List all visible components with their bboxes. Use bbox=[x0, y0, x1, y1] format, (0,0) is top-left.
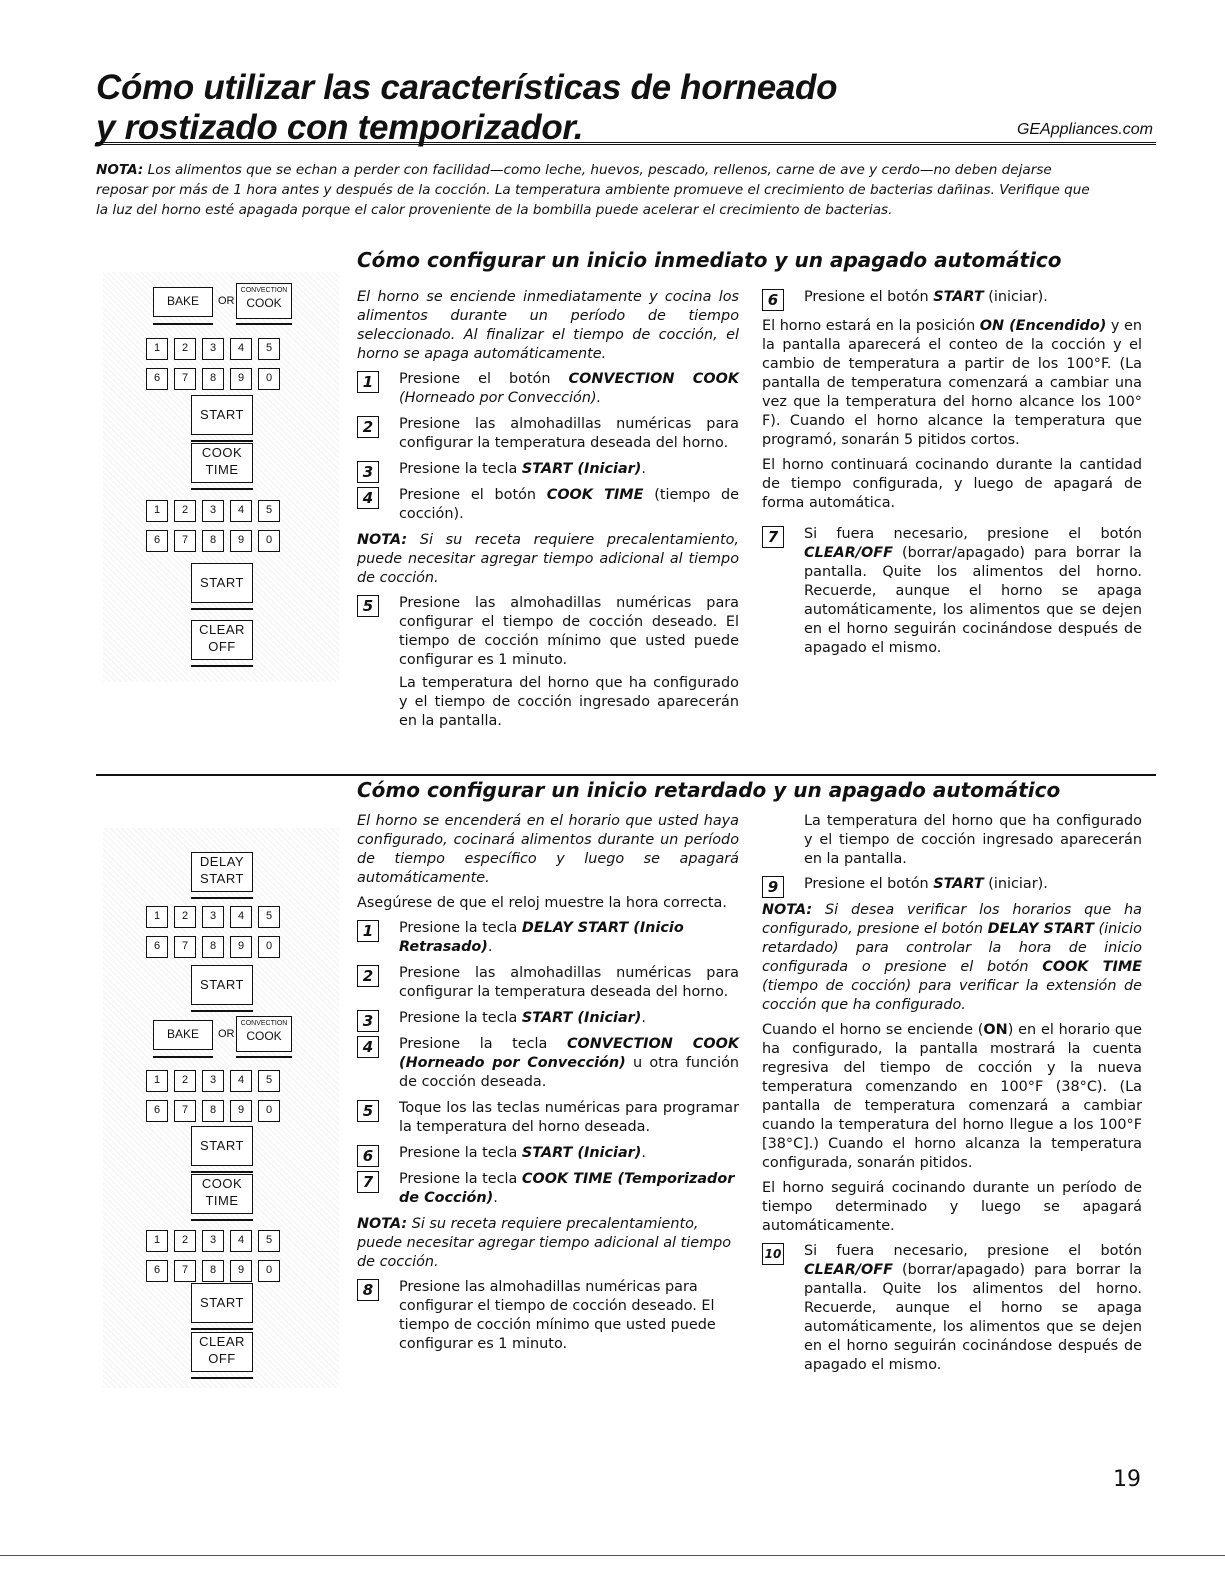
step-number: 5 bbox=[357, 1100, 379, 1122]
number-key-3: 3 bbox=[202, 500, 224, 522]
nota-label: NOTA: bbox=[96, 162, 144, 178]
number-key-6: 6 bbox=[146, 530, 168, 552]
step-number: 10 bbox=[762, 1243, 784, 1265]
key-underline bbox=[191, 897, 253, 899]
convection-cook-key: CONVECTION COOK bbox=[236, 283, 292, 319]
number-key-7: 7 bbox=[174, 1100, 196, 1122]
number-key-1: 1 bbox=[146, 906, 168, 928]
section2-title: Cómo configurar un inicio retardado y un apagado automático bbox=[357, 778, 1061, 802]
clear-off-key: CLEAR OFF bbox=[191, 620, 253, 660]
key-underline bbox=[236, 1056, 292, 1058]
section-divider bbox=[96, 774, 1156, 776]
number-key-7: 7 bbox=[174, 936, 196, 958]
step-number: 6 bbox=[762, 289, 784, 311]
section1-step-6: 6 Presione el botón START (iniciar). bbox=[762, 288, 1142, 307]
number-key-5: 5 bbox=[258, 906, 280, 928]
start-key: START bbox=[191, 1283, 253, 1323]
section1-para-1: El horno estará en la posición ON (Encendido) y en la pantalla aparecerá el conteo de la cocción y el cambio de temperatura a partir de los 100°F. (La pantalla de temperatura comenzará a cambiar una vez que la temperatura del horno alcance los 100° F). Cuando el horno alcance la temperatura que programó, sonarán 5 pitidos cortos. bbox=[762, 318, 1142, 448]
delay-start-key: DELAY START bbox=[191, 852, 253, 892]
step-number: 3 bbox=[357, 1010, 379, 1032]
page-title bbox=[96, 68, 1156, 148]
section2-step-6: 6 Presione la tecla START (Iniciar). bbox=[357, 1144, 739, 1163]
cook-time-key: COOK TIME bbox=[191, 443, 253, 483]
section2-step-3: 3 Presione la tecla START (Iniciar). bbox=[357, 1009, 739, 1028]
number-key-7: 7 bbox=[174, 368, 196, 390]
number-key-8: 8 bbox=[202, 530, 224, 552]
clear-off-key: CLEAR OFF bbox=[191, 1332, 253, 1372]
start-key: START bbox=[191, 395, 253, 435]
number-key-6: 6 bbox=[146, 1100, 168, 1122]
key-underline bbox=[191, 1328, 253, 1330]
section2-step-4: 4 Presione la tecla CONVECTION COOK (Horneado por Convección) u otra función de cocción deseada. bbox=[357, 1035, 739, 1092]
number-key-6: 6 bbox=[146, 1260, 168, 1282]
nota-text: Los alimentos que se echan a perder con facilidad—como leche, huevos, pescado, rellenos, carne de ave y cerdo—no deben dejarse reposar por más de 1 hora antes y después de la cocción. La temperatura ambiente promueve el crecimiento de bacterias dañinas. Verifique que la luz del horno esté apagada porque el calor proveniente de la bombilla puede acelerar el crecimiento de bacterias. bbox=[96, 162, 1090, 218]
step-number: 2 bbox=[357, 416, 379, 438]
key-underline bbox=[191, 440, 253, 442]
key-underline bbox=[191, 665, 253, 667]
number-key-2: 2 bbox=[174, 906, 196, 928]
key-underline bbox=[236, 323, 292, 325]
step-number: 4 bbox=[357, 1036, 379, 1058]
number-key-1: 1 bbox=[146, 500, 168, 522]
step-number: 9 bbox=[762, 876, 784, 898]
number-key-0: 0 bbox=[258, 530, 280, 552]
section1-step-3: 3 Presione la tecla START (Iniciar). bbox=[357, 460, 739, 479]
key-underline bbox=[191, 1171, 253, 1173]
section2-para-1: Cuando el horno se enciende (ON) en el horario que ha configurado, la pantalla mostrará la cuenta regresiva del tiempo de cocción y la nueva temperatura comenzando en 100°F (38°C). (La pantalla de temperatura comenzará a cambiar cuando la temperatura del horno llegue a los 100°F [38°C].) Cuando el horno alcanza la temperatura configurada, sonarán pitidos. bbox=[762, 1022, 1142, 1171]
number-key-8: 8 bbox=[202, 1100, 224, 1122]
section2-step-9: 9 Presione el botón START (iniciar). bbox=[762, 875, 1142, 894]
number-key-9: 9 bbox=[230, 368, 252, 390]
number-key-1: 1 bbox=[146, 1070, 168, 1092]
section2-nota-2: NOTA: Si desea verificar los horarios que ha configurado, presione el botón DELAY START (inicio retardado) para controlar la hora de inicio configurada o presione el botón COOK TIME (tiempo de cocción) para verificar la extensión de cocción que ha configurado. bbox=[762, 902, 1142, 1013]
website-link[interactable]: GEAppliances.com bbox=[1016, 121, 1153, 138]
step-number: 3 bbox=[357, 461, 379, 483]
key-underline bbox=[191, 1377, 253, 1379]
step-number: 4 bbox=[357, 487, 379, 509]
number-key-4: 4 bbox=[230, 500, 252, 522]
number-key-2: 2 bbox=[174, 1070, 196, 1092]
title-line-1: Cómo utilizar las características de horneado bbox=[96, 68, 838, 107]
section1-para-2: El horno continuará cocinando durante la cantidad de tiempo configurada, y luego de apagará de forma automática. bbox=[762, 457, 1142, 511]
start-key: START bbox=[191, 563, 253, 603]
step-number: 2 bbox=[357, 965, 379, 987]
step-number: 7 bbox=[357, 1171, 379, 1193]
number-key-6: 6 bbox=[146, 368, 168, 390]
or-label: OR bbox=[218, 1028, 235, 1040]
section2-step-10: 10 Si fuera necesario, presione el botón CLEAR/OFF (borrar/apagado) para borrar la pantalla. Quite los alimentos del horno. Recuerde, aunque el horno se apaga automáticamente, los alimentos que se dejen en el horno seguirán cocinándose después de apagado el mismo. bbox=[762, 1242, 1142, 1375]
section1-col1 bbox=[357, 288, 739, 738]
key-underline bbox=[153, 1056, 213, 1058]
section1-step-1: 1 Presione el botón CONVECTION COOK (Horneado por Convección). bbox=[357, 370, 739, 408]
title-rule bbox=[96, 142, 1156, 145]
section1-nota: NOTA: Si su receta requiere precalentamiento, puede necesitar agregar tiempo adicional al tiempo de cocción. bbox=[357, 532, 739, 586]
cook-time-key: COOK TIME bbox=[191, 1174, 253, 1214]
section2-para-2: El horno seguirá cocinando durante un período de tiempo determinado y luego se apagará automáticamente. bbox=[762, 1180, 1142, 1234]
number-key-4: 4 bbox=[230, 338, 252, 360]
section2-step-8: 8 Presione las almohadillas numéricas para configurar el tiempo de cocción deseado. El tiempo de cocción mínimo que usted puede configurar es 1 minuto. bbox=[357, 1278, 739, 1354]
number-key-7: 7 bbox=[174, 1260, 196, 1282]
number-key-9: 9 bbox=[230, 530, 252, 552]
key-underline bbox=[191, 488, 253, 490]
number-key-7: 7 bbox=[174, 530, 196, 552]
section2-step-2: 2 Presione las almohadillas numéricas para configurar la temperatura deseada del horno. bbox=[357, 964, 739, 1002]
number-key-4: 4 bbox=[230, 906, 252, 928]
number-key-0: 0 bbox=[258, 1260, 280, 1282]
number-key-1: 1 bbox=[146, 1230, 168, 1252]
section2-step-7: 7 Presione la tecla COOK TIME (Temporizador de Cocción). bbox=[357, 1170, 739, 1208]
number-key-9: 9 bbox=[230, 1260, 252, 1282]
section1-col2 bbox=[762, 288, 1142, 665]
step-number: 8 bbox=[357, 1279, 379, 1301]
number-key-3: 3 bbox=[202, 338, 224, 360]
step-number: 6 bbox=[357, 1145, 379, 1167]
section1-step-7: 7 Si fuera necesario, presione el botón CLEAR/OFF (borrar/apagado) para borrar la pantalla. Quite los alimentos del horno. Recuerde, aunque el horno se apaga automáticamente, los alimentos que se dejen en el horno seguirán cocinándose después de apagado el mismo. bbox=[762, 525, 1142, 658]
number-key-4: 4 bbox=[230, 1070, 252, 1092]
key-underline bbox=[191, 1219, 253, 1221]
bake-key: BAKE bbox=[153, 287, 213, 317]
number-key-5: 5 bbox=[258, 1230, 280, 1252]
section1-step-4: 4 Presione el botón COOK TIME (tiempo de cocción). bbox=[357, 486, 739, 524]
number-key-9: 9 bbox=[230, 936, 252, 958]
step-number: 1 bbox=[357, 371, 379, 393]
key-underline bbox=[191, 1010, 253, 1012]
number-key-3: 3 bbox=[202, 1230, 224, 1252]
number-key-5: 5 bbox=[258, 338, 280, 360]
section2-para-0: Asegúrese de que el reloj muestre la hora correcta. bbox=[357, 895, 727, 911]
number-key-5: 5 bbox=[258, 500, 280, 522]
number-key-8: 8 bbox=[202, 368, 224, 390]
page-number: 19 bbox=[1113, 1467, 1141, 1492]
start-key: START bbox=[191, 965, 253, 1005]
number-key-2: 2 bbox=[174, 338, 196, 360]
step-number: 5 bbox=[357, 595, 379, 617]
number-key-2: 2 bbox=[174, 1230, 196, 1252]
convection-cook-key: CONVECTION COOK bbox=[236, 1016, 292, 1052]
number-key-1: 1 bbox=[146, 338, 168, 360]
key-underline bbox=[153, 323, 213, 325]
bake-key: BAKE bbox=[153, 1020, 213, 1050]
number-key-4: 4 bbox=[230, 1230, 252, 1252]
number-key-3: 3 bbox=[202, 1070, 224, 1092]
section1-step-5: 5 Presione las almohadillas numéricas para configurar el tiempo de cocción deseado. El tiempo de cocción mínimo que usted puede configurar es 1 minuto. La temperatura del horno que ha configurado y el tiempo de cocción ingresado aparecerán en la pantalla. bbox=[357, 594, 739, 731]
section2-step-5: 5 Toque los las teclas numéricas para programar la temperatura del horno deseada. bbox=[357, 1099, 739, 1137]
number-key-5: 5 bbox=[258, 1070, 280, 1092]
key-underline bbox=[191, 608, 253, 610]
or-label: OR bbox=[218, 295, 235, 307]
nota-top bbox=[96, 160, 1096, 220]
number-key-0: 0 bbox=[258, 936, 280, 958]
number-key-8: 8 bbox=[202, 936, 224, 958]
number-key-2: 2 bbox=[174, 500, 196, 522]
step-number: 1 bbox=[357, 920, 379, 942]
section2-step-8-cont: La temperatura del horno que ha configurado y el tiempo de cocción ingresado aparecerán en la pantalla. bbox=[804, 813, 1142, 867]
section2-nota-1: NOTA: Si su receta requiere precalentamiento, puede necesitar agregar tiempo adicional al tiempo de cocción. bbox=[357, 1216, 732, 1270]
section1-step-2: 2 Presione las almohadillas numéricas para configurar la temperatura deseada del horno. bbox=[357, 415, 739, 453]
section1-intro: El horno se enciende inmediatamente y cocina los alimentos durante un período de tiempo seleccionado. Al finalizar el tiempo de cocción, el horno se apaga automáticamente. bbox=[357, 289, 739, 362]
number-key-6: 6 bbox=[146, 936, 168, 958]
footer-line bbox=[0, 1555, 1225, 1556]
section1-title: Cómo configurar un inicio inmediato y un apagado automático bbox=[357, 248, 1062, 272]
section2-col1 bbox=[357, 812, 739, 1361]
start-key: START bbox=[191, 1126, 253, 1166]
number-key-8: 8 bbox=[202, 1260, 224, 1282]
number-key-0: 0 bbox=[258, 1100, 280, 1122]
title-line-2: y rostizado con temporizador. bbox=[96, 108, 584, 147]
number-key-3: 3 bbox=[202, 906, 224, 928]
step-number: 7 bbox=[762, 526, 784, 548]
number-key-9: 9 bbox=[230, 1100, 252, 1122]
section2-col2 bbox=[762, 812, 1142, 1382]
section2-intro: El horno se encenderá en el horario que usted haya configurado, cocinará alimentos durante un período de tiempo específico y luego se apagará automáticamente. bbox=[357, 813, 739, 886]
section2-step-1: 1 Presione la tecla DELAY START (Inicio Retrasado). bbox=[357, 919, 739, 957]
number-key-0: 0 bbox=[258, 368, 280, 390]
section1-step-5-note: La temperatura del horno que ha configurado y el tiempo de cocción ingresado aparecerán en la pantalla. bbox=[399, 675, 739, 729]
